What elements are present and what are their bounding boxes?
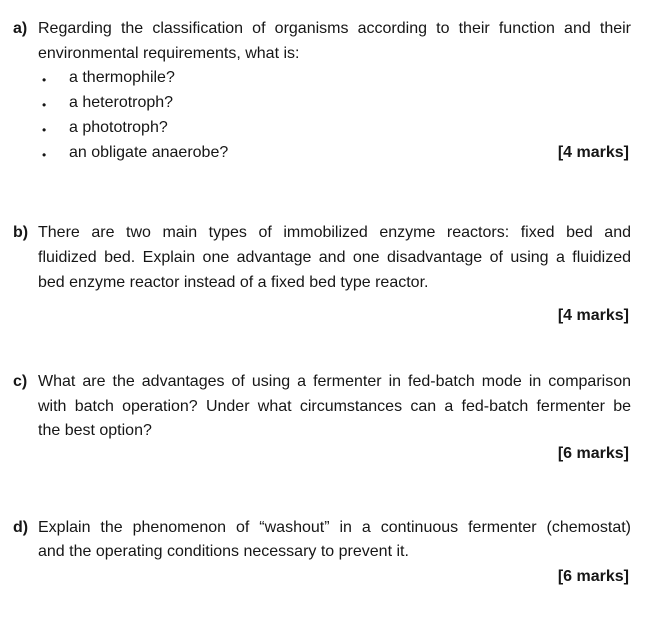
question-b-line-2: fluidized bed. Explain one advantage and one disadvantage of using a fluidized: [38, 249, 631, 266]
question-d-line-1: Explain the phenomenon of “washout” in a continuous fermenter (chemostat): [38, 519, 631, 536]
question-a-bullet-4: an obligate anaerobe?: [69, 144, 229, 161]
bullet-icon: •: [42, 98, 47, 112]
question-a-bullet-3: a phototroph?: [69, 119, 168, 136]
question-a-marks: [4 marks]: [557, 144, 629, 161]
bullet-icon: •: [42, 148, 47, 162]
question-b-letter: b): [13, 224, 29, 241]
question-b-marks: [4 marks]: [557, 307, 629, 324]
question-a-line-2: environmental requirements, what is:: [38, 45, 300, 62]
bullet-icon: •: [42, 123, 47, 137]
question-c-letter: c): [13, 373, 28, 390]
question-d-letter: d): [13, 519, 29, 536]
question-c-line-1: What are the advantages of using a fermenter in fed-batch mode in comparison: [38, 373, 631, 390]
question-d-line-2: and the operating conditions necessary to prevent it.: [38, 543, 409, 560]
question-a-bullet-2: a heterotroph?: [69, 94, 174, 111]
question-d-marks: [6 marks]: [557, 568, 629, 585]
question-c-line-2: with batch operation? Under what circumstances can a fed-batch fermenter be: [38, 398, 631, 415]
question-b-line-3: bed enzyme reactor instead of a fixed bed type reactor.: [38, 274, 429, 291]
question-a-bullet-1: a thermophile?: [69, 69, 175, 86]
bullet-icon: •: [42, 73, 47, 87]
question-a-line-1: Regarding the classification of organisms according to their function and their: [38, 20, 631, 37]
question-b-line-1: There are two main types of immobilized enzyme reactors: fixed bed and: [38, 224, 631, 241]
question-a-letter: a): [13, 20, 28, 37]
question-c-marks: [6 marks]: [557, 445, 629, 462]
question-c-line-3: the best option?: [38, 422, 152, 439]
